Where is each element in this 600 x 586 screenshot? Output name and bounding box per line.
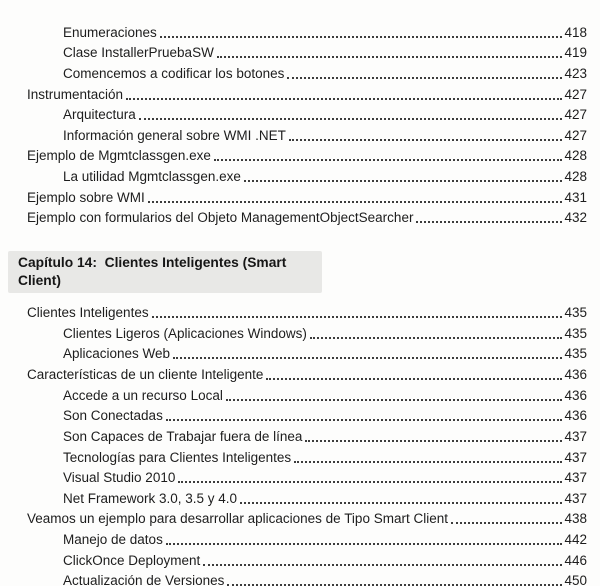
toc-entry-page: 435: [564, 325, 587, 341]
toc-entry: [0, 164, 600, 185]
toc-entry-title: Instrumentación: [27, 86, 124, 102]
toc-entry-title: Clientes Ligeros (Aplicaciones Windows): [63, 325, 307, 341]
toc-entry: [0, 123, 600, 144]
toc-entry-page: 436: [564, 366, 587, 382]
dot-leader: [416, 221, 562, 223]
toc-entry: [0, 383, 600, 404]
toc-entry-page: 438: [564, 511, 587, 527]
toc-entry: [0, 424, 600, 445]
toc-entry-title: Accede a un recurso Local: [63, 387, 223, 403]
toc-entry-title: Clase InstallerPruebaSW: [63, 45, 214, 61]
toc-entry-title: Clientes Inteligentes: [27, 305, 149, 321]
dot-leader: [148, 201, 563, 203]
toc-entry: [0, 41, 600, 62]
toc-entry: [0, 20, 600, 41]
dot-leader: [160, 36, 563, 38]
toc-entry-page: 418: [564, 24, 587, 40]
dot-leader: [217, 56, 563, 58]
dot-leader: [240, 502, 562, 504]
toc-entry: [0, 206, 600, 227]
toc-entry-title: Son Conectadas: [63, 408, 163, 424]
toc-entry-page: 427: [564, 107, 587, 123]
toc-entry-title: Manejo de datos: [63, 532, 163, 548]
toc-entry: [0, 445, 600, 466]
dot-leader: [173, 357, 562, 359]
toc-entry: [0, 144, 600, 165]
toc-entry-page: 446: [564, 552, 587, 568]
toc-entry-title: Actualización de Versiones: [63, 573, 225, 586]
toc-entry: [0, 466, 600, 487]
toc-entry: [0, 82, 600, 103]
toc-entry-title: Tecnologías para Clientes Inteligentes: [63, 449, 292, 465]
dot-leader: [166, 543, 563, 545]
toc-entry: [0, 362, 600, 383]
toc-entry-page: 437: [564, 449, 587, 465]
toc-entry-title: Visual Studio 2010: [63, 470, 176, 486]
dot-leader: [287, 77, 562, 79]
toc-entry-page: 432: [564, 210, 587, 226]
dot-leader: [126, 98, 562, 100]
toc-entry-page: 437: [564, 428, 587, 444]
toc-entry-page: 436: [564, 387, 587, 403]
toc-entry-title: Son Capaces de Trabajar fuera de línea: [63, 428, 303, 444]
dot-leader: [178, 481, 562, 483]
toc-entry-title: Características de un cliente Inteligente: [27, 366, 264, 382]
dot-leader: [266, 378, 562, 380]
toc-entry-title: Veamos un ejemplo para desarrollar aplicaciones de Tipo Smart Client: [27, 511, 448, 527]
toc-entry: [0, 548, 600, 569]
toc-entry-title: Comencemos a codificar los botones: [63, 65, 285, 81]
dot-leader: [244, 180, 563, 182]
dot-leader: [203, 564, 562, 566]
dot-leader: [214, 159, 563, 161]
toc-entry: [0, 342, 600, 363]
dot-leader: [139, 118, 563, 120]
toc-entry-title: Ejemplo de Mgmtclassgen.exe: [27, 148, 211, 164]
toc-entry-title: La utilidad Mgmtclassgen.exe: [63, 169, 241, 185]
toc-entry-page: 435: [564, 346, 587, 362]
chapter-heading: Capítulo 14: Clientes Inteligentes (Smart Client): [8, 251, 322, 293]
dot-leader: [451, 522, 562, 524]
toc-entry-title: Arquitectura: [63, 107, 136, 123]
dot-leader: [310, 337, 563, 339]
toc-entry-title: ClickOnce Deployment: [63, 552, 201, 568]
dot-leader: [289, 139, 563, 141]
toc-entry: [0, 404, 600, 425]
dot-leader: [166, 419, 563, 421]
toc-entry-page: 428: [564, 169, 587, 185]
toc-entry: [0, 507, 600, 528]
toc-entry-page: 437: [564, 470, 587, 486]
toc-entry: [0, 486, 600, 507]
toc-entry-page: 450: [564, 573, 587, 586]
dot-leader: [226, 399, 563, 401]
toc-entry-title: Enumeraciones: [63, 24, 157, 40]
dot-leader: [294, 461, 562, 463]
toc-entry-title: Información general sobre WMI .NET: [63, 127, 286, 143]
toc-entry-page: 427: [564, 86, 587, 102]
toc-entry-page: 437: [564, 490, 587, 506]
toc-entry-page: 436: [564, 408, 587, 424]
toc-entry: [0, 61, 600, 82]
toc-entry-title: Aplicaciones Web: [63, 346, 171, 362]
toc-entry-page: 419: [564, 45, 587, 61]
dot-leader: [305, 440, 562, 442]
toc-entry-page: 428: [564, 148, 587, 164]
toc-entry: [0, 185, 600, 206]
toc-entry: [0, 569, 600, 586]
toc-entry-title: Net Framework 3.0, 3.5 y 4.0: [63, 490, 238, 506]
toc-entry-page: 427: [564, 127, 587, 143]
toc-entry-page: 431: [564, 189, 587, 205]
toc-entry-page: 435: [564, 305, 587, 321]
toc-entry: [0, 321, 600, 342]
toc-entry: [0, 103, 600, 124]
toc-entry: [0, 527, 600, 548]
toc-entry: [0, 300, 600, 321]
toc-entry-page: 423: [564, 65, 587, 81]
dot-leader: [152, 316, 563, 318]
toc-entry-title: Ejemplo con formularios del Objeto ManagementObjectSearcher: [27, 210, 414, 226]
toc-entry-title: Ejemplo sobre WMI: [27, 189, 145, 205]
toc-entry-page: 442: [564, 532, 587, 548]
